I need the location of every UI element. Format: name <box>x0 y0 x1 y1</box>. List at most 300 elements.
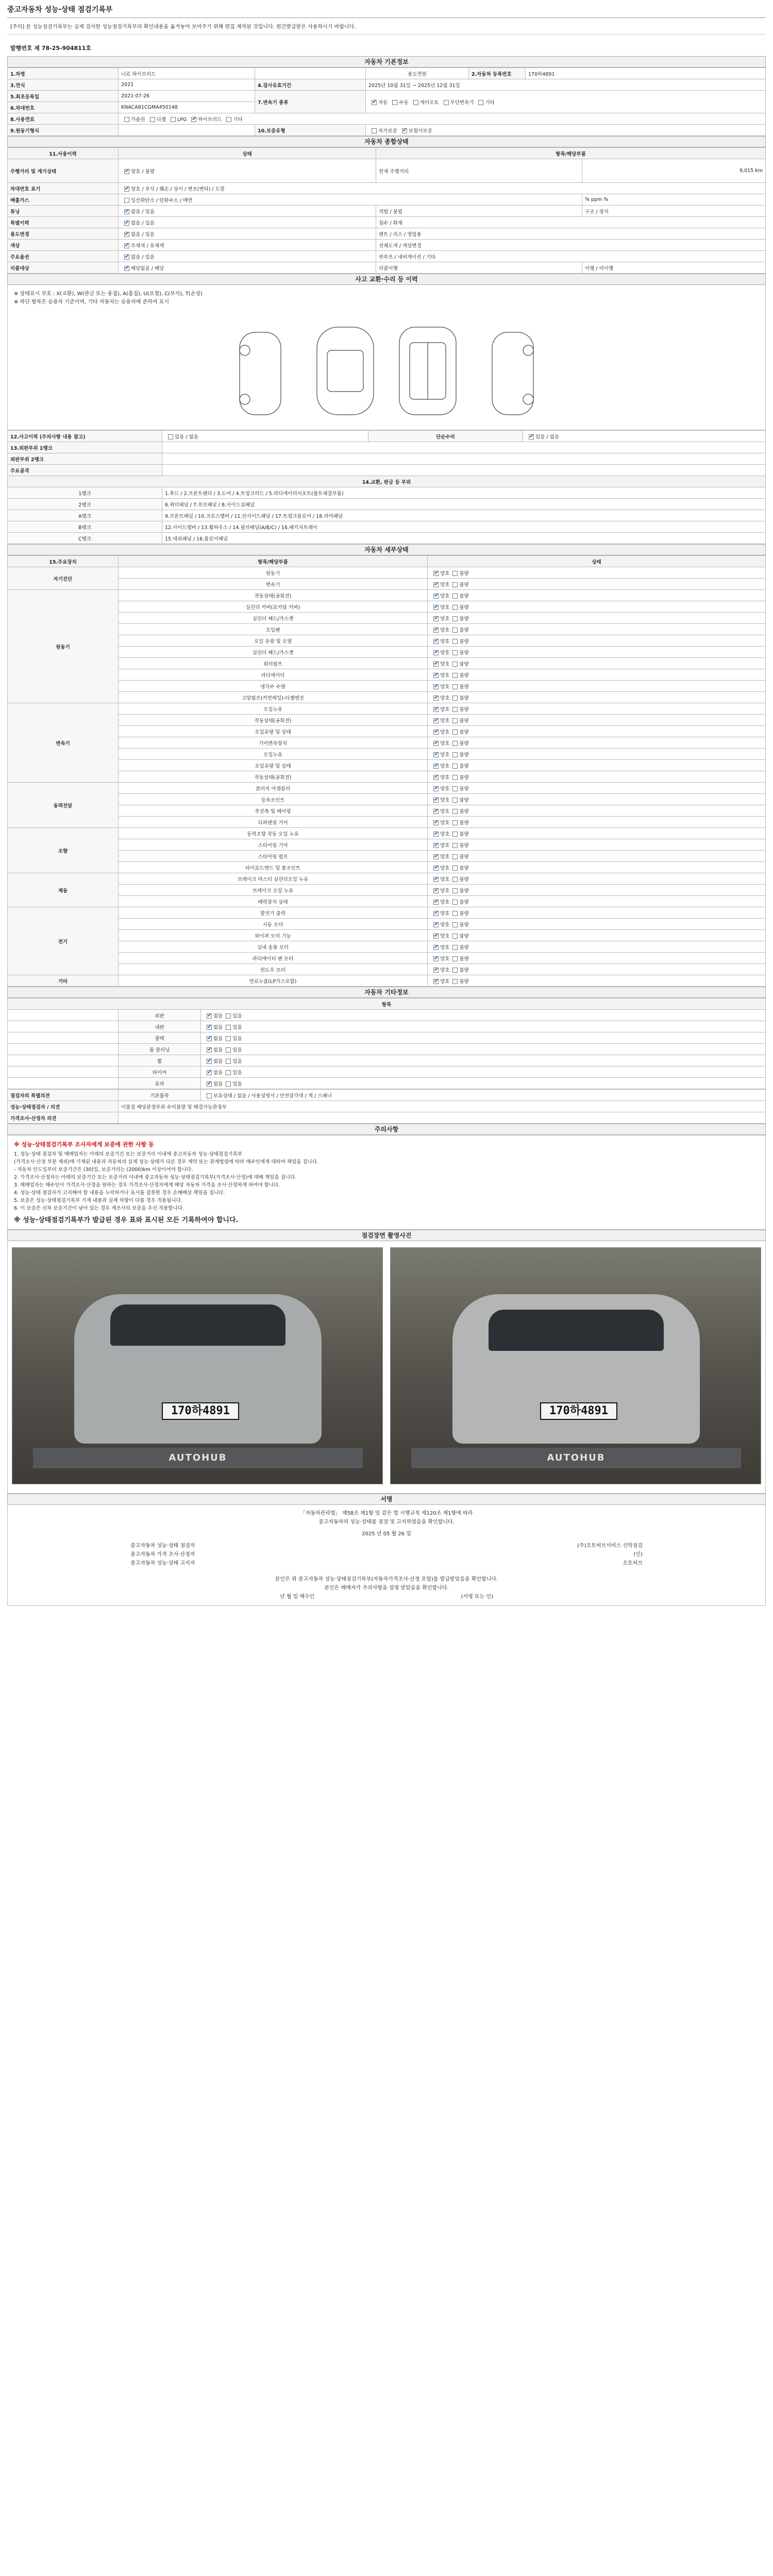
model-year: 2021 <box>119 79 255 91</box>
checkbox[interactable] <box>433 741 439 746</box>
checkbox[interactable] <box>433 582 439 587</box>
status-option: 양호 <box>440 910 450 917</box>
detail-status <box>428 624 766 635</box>
overall-opts-text: 없음 / 있음 <box>131 220 155 226</box>
label-rank1: 13.외판부위 1랭크 <box>8 442 162 453</box>
state-option: 없음 <box>213 1070 223 1076</box>
status-option: 불량 <box>459 752 469 758</box>
detail-group-label: 변속기 <box>8 703 119 783</box>
checkbox[interactable] <box>529 434 534 439</box>
checkbox[interactable] <box>452 752 458 757</box>
caution-line: - 자동차 인도일부터 보증기간은 (30)일, 보증거리는 (2000)km 이상이어야 합니다. <box>14 1167 193 1173</box>
checkbox[interactable] <box>124 221 129 226</box>
detail-status <box>428 567 766 579</box>
checkbox[interactable] <box>452 571 458 576</box>
checkbox[interactable] <box>226 1036 231 1041</box>
checkbox[interactable] <box>452 888 458 893</box>
status-option: 불량 <box>459 616 469 622</box>
opt-self-warranty: 자가보증 <box>378 128 397 134</box>
label-opinion: 점검자의 특별의견 <box>8 1090 119 1101</box>
transmission-options <box>366 91 766 113</box>
sign-date: 2025 년 05 월 26 일 <box>362 1531 411 1537</box>
overall-extra: 전체도색 / 색상변경 <box>376 240 766 251</box>
checkbox-self-warranty[interactable] <box>372 128 377 133</box>
opt-cvt: 무단변속기 <box>450 99 474 106</box>
status-option: 양호 <box>440 831 450 837</box>
overall-row-label: 주요옵션 <box>8 251 119 262</box>
checkbox[interactable] <box>433 809 439 814</box>
state-option: 없음 <box>213 1024 223 1030</box>
dealer-name: 오토허브 <box>623 1561 643 1566</box>
overall-extra: 침수 / 화재 <box>376 217 766 228</box>
checkbox[interactable] <box>452 900 458 905</box>
fuel-options <box>119 113 766 125</box>
other-item-state <box>201 1021 766 1032</box>
overall-row-opts <box>119 206 376 217</box>
other-header: 항목 <box>8 998 766 1010</box>
checkbox[interactable] <box>433 843 439 848</box>
detail-item: 실내 송풍 모터 <box>119 941 428 953</box>
status-option: 양호 <box>440 718 450 724</box>
status-option: 불량 <box>459 933 469 939</box>
vin: KNACA81CGMA450148 <box>119 102 255 113</box>
detail-status <box>428 590 766 601</box>
opt-insurer-warranty: 보험사보증 <box>408 128 432 134</box>
checkbox[interactable] <box>433 968 439 973</box>
checkbox-diesel[interactable] <box>150 117 155 122</box>
caution-line: 2. 가격조사·산정자는 아래의 보증기간 또는 보증거리 이내에 중고자동차 성능·상태점검기록부(가격조사·산정)에 대해 책임을 집니다. <box>14 1175 297 1180</box>
overall-row-opts <box>119 159 376 183</box>
checkbox[interactable] <box>452 809 458 814</box>
checkbox[interactable] <box>452 775 458 780</box>
checkbox[interactable] <box>452 979 458 984</box>
status-option: 불량 <box>459 593 469 599</box>
checkbox[interactable] <box>433 866 439 871</box>
checkbox[interactable] <box>433 718 439 723</box>
legend-line-2: ※ 하단 항목은 승용차 기준이며, 기타 자동차는 승용차에 준하여 표시 <box>14 299 169 305</box>
checkbox[interactable] <box>124 198 129 203</box>
status-option: 불량 <box>459 740 469 747</box>
detail-status <box>428 692 766 703</box>
checkbox[interactable] <box>168 434 173 439</box>
checkbox[interactable] <box>452 764 458 769</box>
checkbox[interactable] <box>226 1013 231 1019</box>
label-simple-repair: 단순수리 <box>368 431 523 442</box>
detail-group-label: 조향 <box>8 828 119 873</box>
detail-item: 스티어링 펌프 <box>119 851 428 862</box>
checkbox[interactable] <box>433 605 439 610</box>
checkbox[interactable] <box>207 1093 212 1098</box>
detail-status <box>428 760 766 771</box>
other-blank <box>8 1032 119 1044</box>
rank-label: C랭크 <box>8 533 162 544</box>
checkbox[interactable] <box>433 922 439 927</box>
status-option: 양호 <box>440 593 450 599</box>
overall-opts-text: 없음 / 있음 <box>131 209 155 215</box>
checkbox[interactable] <box>226 1081 231 1087</box>
detail-item: 동력조향 작동 오일 누유 <box>119 828 428 839</box>
checkbox[interactable] <box>452 718 458 723</box>
detail-item: 실린더 커버(로커암 커버) <box>119 601 428 613</box>
checkbox[interactable] <box>124 243 129 248</box>
checkbox[interactable] <box>124 169 129 174</box>
checkbox[interactable] <box>433 684 439 689</box>
checkbox[interactable] <box>433 696 439 701</box>
overall-row-label: 튜닝 <box>8 206 119 217</box>
checkbox[interactable] <box>207 1036 212 1041</box>
receipt-line-2: 본인은 매매자가 주의사항을 설명 받았음을 확인합니다. <box>324 1585 449 1591</box>
status-option: 양호 <box>440 967 450 973</box>
reg-number: 170하4891 <box>526 68 766 79</box>
checkbox[interactable] <box>124 255 129 260</box>
status-option: 불량 <box>459 661 469 667</box>
detail-item: 발전기 출력 <box>119 907 428 919</box>
status-option: 양호 <box>440 672 450 679</box>
accident-opts-text: 있음 / 없음 <box>175 434 198 440</box>
overall-opts-text: 양호 / 불량 <box>131 168 155 175</box>
overall-row-label: 용도변경 <box>8 228 119 240</box>
checkbox[interactable] <box>452 877 458 882</box>
checkbox[interactable] <box>433 979 439 984</box>
detail-status <box>428 862 766 873</box>
status-option: 양호 <box>440 570 450 577</box>
state-option: 있음 <box>232 1058 242 1064</box>
checkbox[interactable] <box>433 934 439 939</box>
document-title: 중고자동차 성능·상태 점검기록부 <box>7 3 766 18</box>
checkbox[interactable] <box>452 945 458 950</box>
section-sign: 서명 <box>7 1494 766 1505</box>
overall-row-opts <box>119 228 376 240</box>
status-option: 양호 <box>440 888 450 894</box>
checkbox[interactable] <box>226 1025 231 1030</box>
checkbox[interactable] <box>452 741 458 746</box>
car-diagram <box>7 312 766 430</box>
label-car-name: 1.차명 <box>8 68 119 79</box>
status-option: 양호 <box>440 922 450 928</box>
label-accident: 12.사고이력 (주의사항 내용 참고) <box>8 431 162 442</box>
status-option: 양호 <box>440 865 450 871</box>
detail-status <box>428 579 766 590</box>
label-price-assessor: 중고자동차 가격 조사·산정자 <box>130 1552 195 1557</box>
overall-extra: 현재 주행거리 <box>376 159 582 183</box>
section-damage: 사고 교환·수리 등 이력 <box>7 274 766 285</box>
checkbox[interactable] <box>433 639 439 644</box>
rank-parts: 12.사이드멤버 / 13.휠하우스 / 14.필러패널(A/B/C) / 16.패키지트레이 <box>162 521 766 533</box>
buyer-sign[interactable]: (서명 또는 인) <box>461 1594 493 1600</box>
damage-table <box>7 430 766 544</box>
overall-row-label: 배출가스 <box>8 194 119 206</box>
checkbox-hybrid[interactable] <box>191 117 196 122</box>
overall-extra: 렌트 / 리스 / 영업용 <box>376 228 766 240</box>
label-fuel: 8.사용연료 <box>8 113 119 125</box>
other-item-state <box>201 1078 766 1089</box>
status-option: 불량 <box>459 944 469 951</box>
checkbox[interactable] <box>452 628 458 633</box>
detail-status <box>428 975 766 987</box>
section-photos: 점검장면 촬영사진 <box>7 1230 766 1241</box>
front-photo <box>12 1247 383 1484</box>
checkbox[interactable] <box>452 616 458 621</box>
checkbox[interactable] <box>207 1025 212 1030</box>
detail-status <box>428 805 766 817</box>
checkbox-insurer-warranty[interactable] <box>402 128 407 133</box>
checkbox[interactable] <box>433 730 439 735</box>
checkbox[interactable] <box>433 832 439 837</box>
overall-extra: 썬루프 / 네비게이션 / 기타 <box>376 251 766 262</box>
detail-item: 작동상태(공회전) <box>119 771 428 783</box>
overall-opts-text: 없음 / 있음 <box>131 231 155 238</box>
detail-group-label: 동력전달 <box>8 783 119 828</box>
status-option: 양호 <box>440 763 450 769</box>
status-option: 양호 <box>440 695 450 701</box>
status-option: 불량 <box>459 604 469 611</box>
checkbox[interactable] <box>433 571 439 576</box>
checkbox[interactable] <box>452 798 458 803</box>
rank-label: 1랭크 <box>8 487 162 499</box>
overall-value: 구조 / 장치 <box>582 206 766 217</box>
caution-line: 6. 이 보증은 신차 보증기간이 남아 있는 경우 제조사의 보증을 우선 적용합니다. <box>14 1206 184 1211</box>
section-basic-info: 자동차 기본정보 <box>7 56 766 67</box>
checkbox[interactable] <box>433 854 439 859</box>
checkbox[interactable] <box>226 1047 231 1053</box>
status-option: 양호 <box>440 604 450 611</box>
label-year: 3.연식 <box>8 79 119 91</box>
opt-semi: 세미오토 <box>419 99 439 106</box>
checkbox[interactable] <box>452 820 458 825</box>
checkbox[interactable] <box>452 662 458 667</box>
label-rank2: 외판부위 2랭크 <box>8 453 162 465</box>
overall-opts-text: 해당없음 / 해당 <box>131 265 164 272</box>
state-option: 있음 <box>232 1081 242 1087</box>
status-option: 양호 <box>440 944 450 951</box>
checkbox[interactable] <box>207 1059 212 1064</box>
checkbox[interactable] <box>452 650 458 655</box>
opt-gasoline: 가솔린 <box>131 116 145 123</box>
status-option: 양호 <box>440 842 450 849</box>
detail-header-item: 항목/해당부품 <box>119 556 428 567</box>
caution-warning: ※ 성능·상태점검기록부가 발급된 경우 표와 표시된 모든 기록하여야 합니다. <box>14 1216 239 1224</box>
detail-status <box>428 783 766 794</box>
detail-status <box>428 873 766 885</box>
status-option: 불량 <box>459 650 469 656</box>
checkbox[interactable] <box>452 786 458 791</box>
detail-item: 오일누유 <box>119 703 428 715</box>
caution-line: 3. 매매업자는 매수인이 가격조사·산정을 원하는 경우 가격조사·산정자에게 해당 자동차 가격을 조사·산정하게 하여야 합니다. <box>14 1182 280 1188</box>
status-option: 양호 <box>440 978 450 985</box>
overall-extra: 적법 / 불법 <box>376 206 582 217</box>
notice-text: [주의] 본 성능점검기록부는 실제 검사한 성능점검기록부의 확인내용을 옮겨놓아 보여주기 위해 편집 제작된 것입니다. 원간발급받은 사용하시기 바랍니다. <box>7 18 766 35</box>
checkbox[interactable] <box>433 888 439 893</box>
checkbox[interactable] <box>452 968 458 973</box>
overall-row-label: 특별이력 <box>8 217 119 228</box>
status-option: 양호 <box>440 774 450 781</box>
checkbox[interactable] <box>452 707 458 712</box>
checkbox[interactable] <box>433 911 439 916</box>
caution-line: 5. 보증은 성능·상태점검기록부 기재 내용과 실제 차량이 다를 경우 적용됩니다. <box>14 1198 182 1204</box>
status-option: 양호 <box>440 650 450 656</box>
checkbox[interactable] <box>433 786 439 791</box>
detail-status <box>428 737 766 749</box>
detail-group-label: 자기진단 <box>8 567 119 590</box>
checkbox[interactable] <box>452 684 458 689</box>
status-option: 불량 <box>459 763 469 769</box>
status-option: 양호 <box>440 956 450 962</box>
checkbox[interactable] <box>452 922 458 927</box>
status-option: 양호 <box>440 729 450 735</box>
detail-item: 추진축 및 베어링 <box>119 805 428 817</box>
checkbox[interactable] <box>452 866 458 871</box>
detail-status <box>428 669 766 681</box>
checkbox[interactable] <box>433 650 439 655</box>
checkbox-fuel-other[interactable] <box>226 117 231 122</box>
checkbox[interactable] <box>433 900 439 905</box>
checkbox[interactable] <box>207 1013 212 1019</box>
detail-status <box>428 907 766 919</box>
other-blank <box>8 1010 119 1021</box>
overall-row-opts <box>119 194 582 206</box>
label-validity: 4.검사유효기간 <box>255 79 366 91</box>
checkbox[interactable] <box>433 594 439 599</box>
state-option: 없음 <box>213 1081 223 1087</box>
checkbox[interactable] <box>433 707 439 712</box>
checkbox[interactable] <box>433 775 439 780</box>
checkbox[interactable] <box>433 764 439 769</box>
detail-group-label: 전기 <box>8 907 119 975</box>
opt-other: 기타 <box>485 99 495 106</box>
inspection-report <box>7 3 766 1606</box>
checkbox[interactable] <box>207 1047 212 1053</box>
label-price-opinion: 가격조사·산정자 의견 <box>8 1112 119 1124</box>
status-option: 양호 <box>440 899 450 905</box>
checkbox[interactable] <box>226 1059 231 1064</box>
checkbox[interactable] <box>452 854 458 859</box>
opt-hybrid: 하이브리드 <box>198 116 222 123</box>
checkbox-gasoline[interactable] <box>124 117 129 122</box>
other-item-state <box>201 1066 766 1078</box>
simple-repair-text: 있음 / 없음 <box>535 434 559 440</box>
status-option: 불량 <box>459 570 469 577</box>
label-transmission: 7.변속기 종류 <box>255 91 366 113</box>
checkbox[interactable] <box>433 956 439 961</box>
status-option: 양호 <box>440 638 450 645</box>
checkbox[interactable] <box>207 1081 212 1087</box>
checkbox-manual[interactable] <box>392 100 397 105</box>
checkbox[interactable] <box>124 266 129 271</box>
checkbox[interactable] <box>124 209 129 214</box>
opt-manual: 수동 <box>399 99 409 106</box>
photo-area <box>7 1241 766 1494</box>
checkbox[interactable] <box>124 187 129 192</box>
detail-item: 오일누유 <box>119 749 428 760</box>
state-option: 있음 <box>232 1070 242 1076</box>
detail-status <box>428 613 766 624</box>
checkbox[interactable] <box>452 582 458 587</box>
checkbox[interactable] <box>452 832 458 837</box>
checkbox[interactable] <box>433 877 439 882</box>
checkbox[interactable] <box>433 673 439 678</box>
checkbox[interactable] <box>433 752 439 757</box>
detail-item: 오일 유량 및 오염 <box>119 635 428 647</box>
checkbox[interactable] <box>452 843 458 848</box>
status-option: 불량 <box>459 695 469 701</box>
checkbox-other[interactable] <box>478 100 483 105</box>
checkbox-semi[interactable] <box>413 100 418 105</box>
status-option: 불량 <box>459 922 469 928</box>
detail-status <box>428 635 766 647</box>
checkbox[interactable] <box>452 911 458 916</box>
car-name: 니로 하이브리드 <box>119 68 255 79</box>
first-reg-date: 2021-07-26 <box>119 91 255 102</box>
status-option: 불량 <box>459 978 469 985</box>
opinion-table <box>7 1089 766 1124</box>
damage-legend <box>7 285 766 312</box>
other-blank <box>8 1078 119 1089</box>
other-item-label: 외판 <box>119 1010 201 1021</box>
status-option: 불량 <box>459 638 469 645</box>
checkbox[interactable] <box>452 639 458 644</box>
checkbox[interactable] <box>452 934 458 939</box>
checkbox[interactable] <box>452 696 458 701</box>
detail-item: 오일유량 및 상태 <box>119 760 428 771</box>
detail-item: 등속조인트 <box>119 794 428 805</box>
other-item-label: 유리 <box>119 1078 201 1089</box>
detail-status <box>428 817 766 828</box>
sign-line-1: 「자동차관리법」 제58조 제1항 및 같은 법 시행규칙 제120조 제1항에 따라 <box>300 1511 473 1516</box>
warranty-options <box>366 125 766 136</box>
checkbox[interactable] <box>433 662 439 667</box>
detail-item: 클러치 어셈블리 <box>119 783 428 794</box>
detail-item: 스티어링 기어 <box>119 839 428 851</box>
lift-logo: AUTOHUB <box>547 1452 606 1463</box>
rank-label: A랭크 <box>8 510 162 521</box>
detail-header-status: 상태 <box>428 556 766 567</box>
checkbox[interactable] <box>207 1070 212 1075</box>
detail-status <box>428 749 766 760</box>
checkbox[interactable] <box>433 616 439 621</box>
checkbox[interactable] <box>226 1070 231 1075</box>
checkbox[interactable] <box>452 605 458 610</box>
caution-line: 4. 성능·상태 점검자가 고지해야 할 내용을 누락하거나 표시를 잘못한 경우 손해배상 책임을 집니다. <box>14 1190 225 1196</box>
label-inspector-opinion: 성능·상태점검자 / 의견 <box>8 1101 119 1112</box>
checkbox[interactable] <box>452 673 458 678</box>
checkbox[interactable] <box>433 820 439 825</box>
overall-row-opts <box>119 240 376 251</box>
overall-row-label: 주행거리 및 계기상태 <box>8 159 119 183</box>
rear-photo <box>390 1247 761 1484</box>
rank-parts: 9.프론트패널 / 10.크로스멤버 / 11.인사이드패널 / 17.트렁크플로어 / 18.리어패널 <box>162 510 766 521</box>
inspector-opinion: 이물질 해당관정부위 수리불량 및 해결가능관정부 <box>119 1101 766 1112</box>
checkbox[interactable] <box>433 628 439 633</box>
checkbox-auto[interactable] <box>372 100 377 105</box>
checkbox[interactable] <box>433 798 439 803</box>
status-option: 양호 <box>440 582 450 588</box>
checkbox-lpg[interactable] <box>171 117 176 122</box>
checkbox[interactable] <box>124 232 129 237</box>
checkbox-cvt[interactable] <box>444 100 449 105</box>
detail-item: 냉각수 수량 <box>119 681 428 692</box>
label-basic-items: 기본품목 <box>119 1090 201 1101</box>
status-option: 불량 <box>459 786 469 792</box>
checkbox[interactable] <box>452 594 458 599</box>
checkbox[interactable] <box>452 730 458 735</box>
other-blank <box>8 1055 119 1066</box>
plate-front: 170하4891 <box>162 1402 239 1420</box>
checkbox[interactable] <box>452 956 458 961</box>
status-option: 불량 <box>459 808 469 815</box>
rank-label: B랭크 <box>8 521 162 533</box>
other-item-label: 휠 <box>119 1055 201 1066</box>
checkbox[interactable] <box>433 945 439 950</box>
